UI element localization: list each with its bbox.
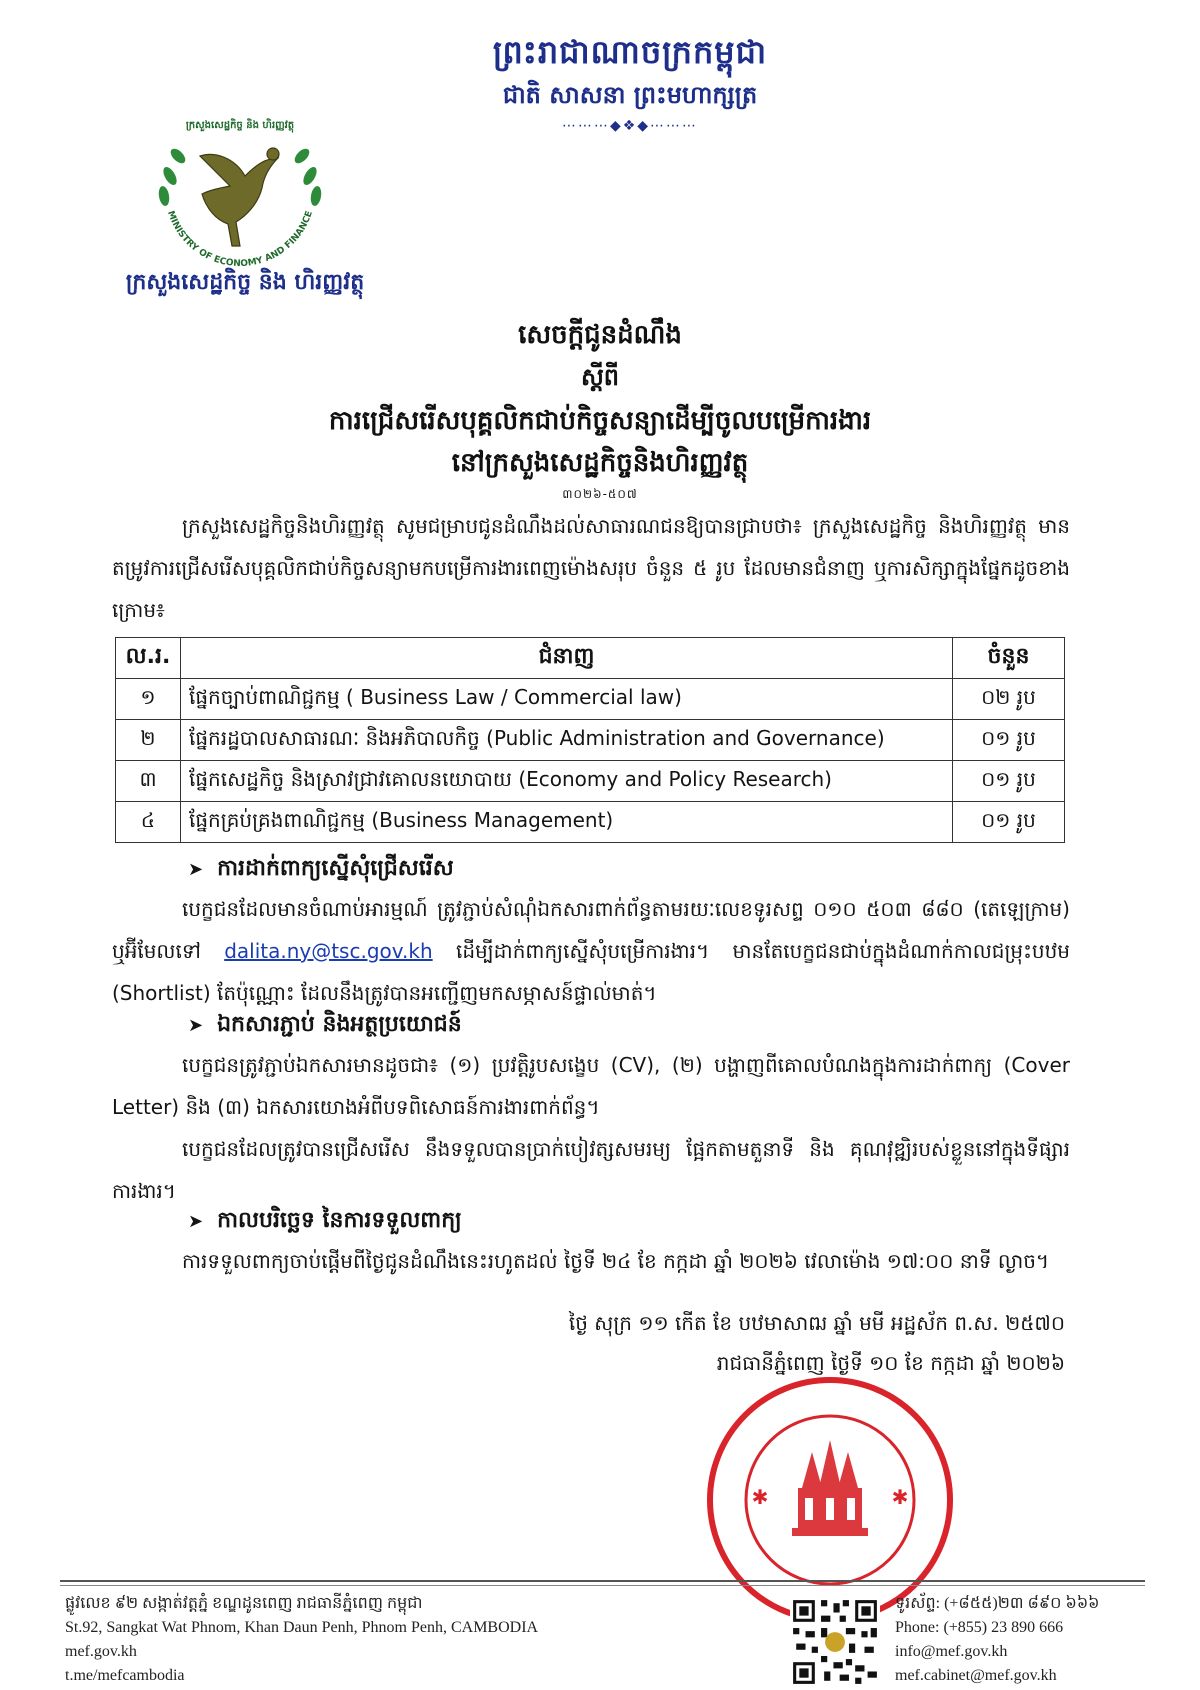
row-skill: ផ្នែករដ្ឋបាលសាធារណៈ និងអភិបាលកិច្ច (Public Administration and Governance)	[181, 720, 953, 761]
arrow-bullet-icon: ➤	[188, 859, 204, 880]
notice-title: សេចក្តីជូនដំណឹង	[518, 320, 682, 350]
skills-table	[115, 637, 1065, 843]
email-cabinet[interactable]: mef.cabinet@mef.gov.kh	[895, 1667, 1057, 1684]
table-row	[116, 802, 1065, 843]
notice-subject-label: ស្តីពី	[580, 363, 620, 391]
website-link[interactable]: mef.gov.kh	[65, 1643, 137, 1660]
notice-subject-line2: នៅក្រសួងសេដ្ឋកិច្ចនិងហិរញ្ញវត្ថុ	[451, 448, 749, 478]
footer-divider-thin	[60, 1585, 1145, 1586]
section-documents-body: បេក្ខជនត្រូវភ្ជាប់ឯកសារមានដូចជា៖ (១) ប្រវត្តិរូបសង្ខេប (CV), (២) បង្ហាញពីគោលបំណងក្នុងការដាក់ពាក្យ (Cover Letter) និង (៣) ឯកសារយោងអំពីបទពិសោធន៍ការងារពាក់ព័ន្ធ។	[112, 1053, 1070, 1119]
header-skill: ជំនាញ	[181, 638, 953, 679]
row-no: ៤	[116, 802, 181, 843]
row-no: ៣	[116, 761, 181, 802]
table-row	[116, 720, 1065, 761]
footer-divider	[60, 1580, 1145, 1582]
header-no: ល.រ.	[116, 638, 181, 679]
row-no: ២	[116, 720, 181, 761]
official-seal-stamp	[700, 1370, 960, 1630]
header-qty: ចំនួន	[953, 638, 1065, 679]
section-documents-heading	[188, 1010, 462, 1042]
notice-subject-line1: ការជ្រើសរើសបុគ្គលិកជាប់កិច្ចសន្យាដើម្បីចូលបម្រើការងារ	[328, 406, 872, 436]
qr-code-icon[interactable]	[790, 1597, 880, 1687]
section-benefits-body: បេក្ខជនដែលត្រូវបានជ្រើសរើស នឹងទទួលបានប្រាក់បៀវត្សសមរម្យ ផ្អែកតាមតួនាទី និង គុណវុឌ្ឍិរបស់ខ្លួននៅក្នុងទីផ្សារការងារ។	[112, 1137, 1070, 1203]
table-header-row	[116, 638, 1065, 679]
notice-serial: ៣០២៦-៥០៧	[562, 487, 638, 501]
telegram-link[interactable]: t.me/mefcambodia	[65, 1667, 185, 1684]
bird-emblem	[200, 148, 279, 246]
svg-text:✱: ✱	[891, 1485, 909, 1509]
section-application-heading	[188, 854, 454, 886]
logo-ministry-en: MINISTRY OF ECONOMY AND FINANCE	[165, 209, 315, 270]
address-en: St.92, Sangkat Wat Phnom, Khan Daun Penh, Phnom Penh, CAMBODIA	[65, 1619, 539, 1636]
section-deadline-title: កាលបរិច្ឆេទ នៃការទទួលពាក្យ	[217, 1208, 462, 1233]
logo-ministry-kh: ក្រសួងសេដ្ឋកិច្ច និង ហិរញ្ញវត្ថុ	[185, 120, 295, 131]
table-row	[116, 679, 1065, 720]
solar-date: រាជធានីភ្នំពេញ ថ្ងៃទី ១០ ខែ កក្កដា ឆ្នាំ ២០២៦	[716, 1351, 1065, 1375]
row-qty: ០១ រូប	[953, 720, 1065, 761]
row-skill: ផ្នែកសេដ្ឋកិច្ច និងស្រាវជ្រាវគោលនយោបាយ (Economy and Policy Research)	[181, 761, 953, 802]
email-info[interactable]: info@mef.gov.kh	[895, 1643, 1008, 1660]
row-no: ១	[116, 679, 181, 720]
arrow-bullet-icon: ➤	[188, 1015, 204, 1036]
ministry-name-kh: ក្រសួងសេដ្ឋកិច្ច និង ហិរញ្ញវត្ថុ	[125, 270, 365, 295]
row-qty: ០១ រូប	[953, 802, 1065, 843]
section-deadline-body: ការទទួលពាក្យចាប់ផ្តើមពីថ្ងៃជូនដំណឹងនេះរហូតដល់ ថ្ងៃទី ២៤ ខែ កក្កដា ឆ្នាំ ២០២៦ វេលាម៉ោង ១៧:០០ នាទី ល្ងាច។	[182, 1249, 1050, 1273]
application-text-after: ដើម្បីដាក់ពាក្យស្នើសុំបម្រើការងារ។ មានតែបេក្ខជនជាប់ក្នុងដំណាក់កាលជម្រុះបឋម (Shortlist) តែប៉ុណ្ណោះ ដែលនឹងត្រូវបានអញ្ជើញមកសម្ភាសន៍ផ្ទាល់មាត់។	[112, 939, 1071, 1005]
national-motto: ជាតិ សាសនា ព្រះមហាក្សត្រ	[502, 81, 758, 109]
application-email-link[interactable]: dalita.ny@tsc.gov.kh	[224, 939, 433, 963]
section-application-body	[112, 888, 1070, 1014]
address-kh: ផ្លូវលេខ ៩២ សង្កាត់វត្តភ្នំ ខណ្ឌដូនពេញ រាជធានីភ្នំពេញ កម្ពុជា	[65, 1595, 423, 1612]
table-row	[116, 761, 1065, 802]
section-deadline-heading	[188, 1206, 462, 1238]
lunar-date: ថ្ងៃ សុក្រ ១១ កើត ខែ បឋមាសាឍ ឆ្នាំ មមី អដ្ឋស័ក ព.ស. ២៥៧០	[568, 1311, 1065, 1335]
row-skill: ផ្នែកច្បាប់ពាណិជ្ជកម្ម ( Business Law / Commercial law)	[181, 679, 953, 720]
section-documents-title: ឯកសារភ្ជាប់ និងអត្ថប្រយោជន៍	[217, 1012, 462, 1037]
application-text-before: បេក្ខជនដែលមានចំណាប់អារម្មណ៍ ត្រូវភ្ជាប់សំណុំឯកសារពាក់ព័ន្ធតាមរយៈលេខទូរសព្ទ ០១០ ៥០៣ ៨៨០ (តេឡេក្រាម) ឬអ៊ីមែលទៅ	[112, 897, 1070, 963]
header-ornament: ⋯⋯⋯◆❖◆⋯⋯⋯	[561, 118, 699, 134]
footer-address	[65, 1592, 585, 1688]
kingdom-title: ព្រះរាជាណាចក្រកម្ពុជា	[492, 33, 768, 71]
intro-paragraph: ក្រសួងសេដ្ឋកិច្ចនិងហិរញ្ញវត្ថុ សូមជម្រាបជូនដំណឹងដល់សាធារណជនឱ្យបានជ្រាបថា៖ ក្រសួងសេដ្ឋកិច្ច និងហិរញ្ញវត្ថុ មានតម្រូវការជ្រើសរើសបុគ្គលិកជាប់កិច្ចសន្យាមកបម្រើការងារពេញម៉ោងសរុប ចំនួន ៥ រូប ដែលមានជំនាញ ឬការសិក្សាក្នុងផ្នែកដូចខាងក្រោម៖	[112, 514, 1070, 622]
section-application-title: ការដាក់ពាក្យស្នើសុំជ្រើសរើស	[217, 856, 454, 881]
footer-contact	[895, 1592, 1155, 1688]
arrow-bullet-icon: ➤	[188, 1211, 204, 1232]
phone-en: Phone: (+855) 23 890 666	[895, 1619, 1064, 1636]
row-qty: ០២ រូប	[953, 679, 1065, 720]
row-qty: ០១ រូប	[953, 761, 1065, 802]
phone-kh: ទូរស័ព្ទ: (+៨៥៥)២៣ ៨៩០ ៦៦៦	[895, 1595, 1100, 1612]
row-skill: ផ្នែកគ្រប់គ្រងពាណិជ្ជកម្ម (Business Management)	[181, 802, 953, 843]
svg-text:✱: ✱	[751, 1485, 769, 1509]
ministry-logo	[140, 96, 340, 296]
